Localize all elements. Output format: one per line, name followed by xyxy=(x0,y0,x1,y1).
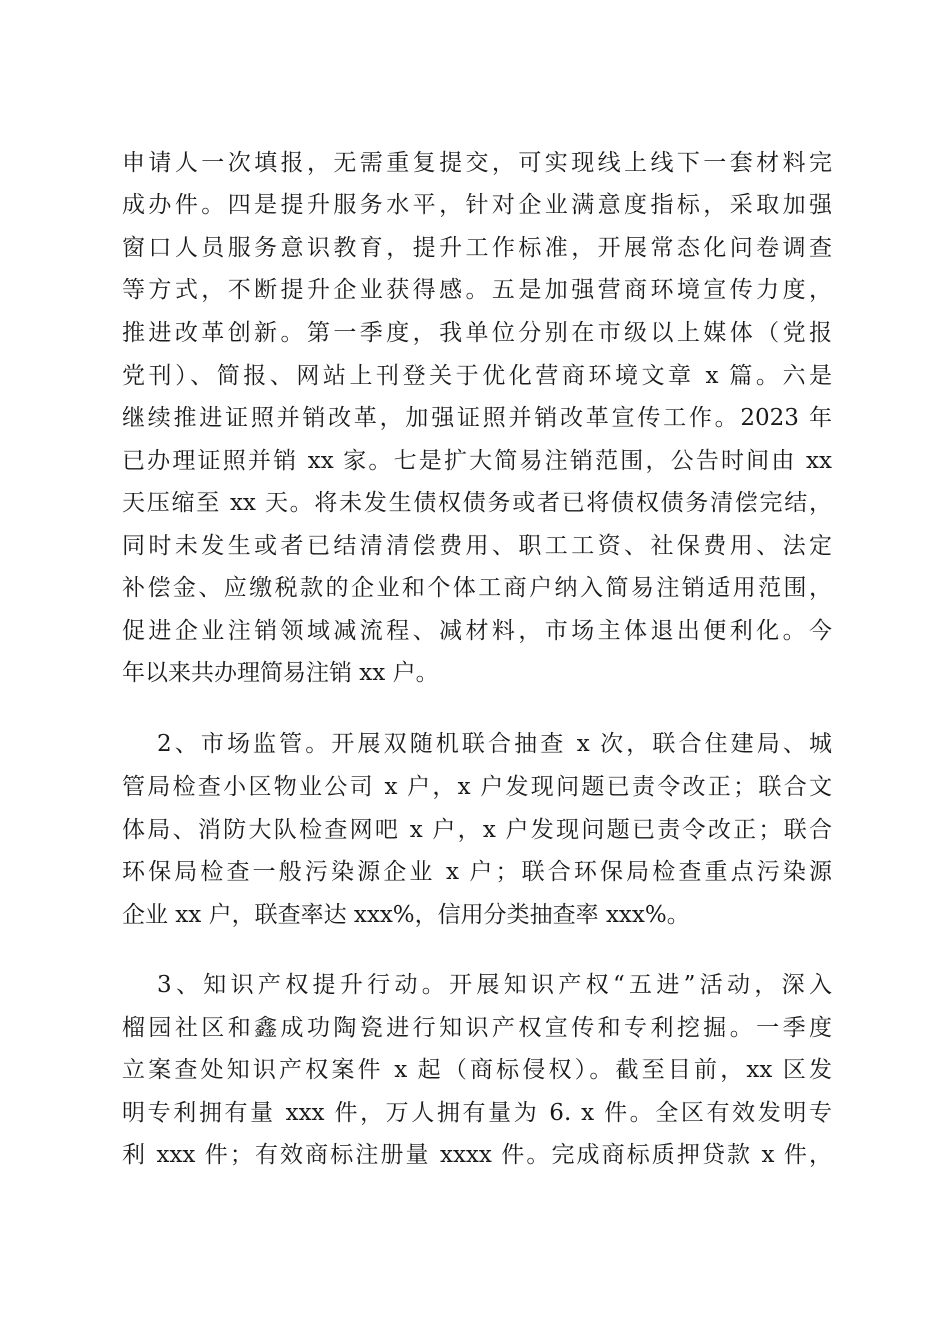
text-line: 明专利拥有量 xxx 件，万人拥有量为 6. x 件。全区有效发明专 xyxy=(122,1100,832,1126)
text-line: 天压缩至 xx 天。将未发生债权债务或者已将债权债务清偿完结， xyxy=(122,490,832,516)
text-line: 推进改革创新。第一季度，我单位分别在市级以上媒体（党报 xyxy=(122,320,832,346)
text-line: 成办件。四是提升服务水平，针对企业满意度指标，采取加强 xyxy=(122,192,832,218)
text-line: 补偿金、应缴税款的企业和个体工商户纳入简易注销适用范围， xyxy=(122,575,832,601)
text-line: 党刊）、简报、网站上刊登关于优化营商环境文章 x 篇。六是 xyxy=(122,363,832,389)
text-line: 利 xxx 件；有效商标注册量 xxxx 件。完成商标质押贷款 x 件， xyxy=(122,1142,832,1168)
text-line: 同时未发生或者已结清清偿费用、职工工资、社保费用、法定 xyxy=(122,533,832,559)
text-line: 促进企业注销领域减流程、减材料，市场主体退出便利化。今 xyxy=(122,618,832,644)
text-line: 窗口人员服务意识教育，提升工作标准，开展常态化问卷调查 xyxy=(122,235,832,261)
text-line: 继续推进证照并销改革，加强证照并销改革宣传工作。2023 年 xyxy=(122,405,832,431)
text-line: 管局检查小区物业公司 x 户，x 户发现问题已责令改正；联合文 xyxy=(122,774,832,800)
text-line: 企业 xx 户，联查率达 xxx%，信用分类抽查率 xxx%。 xyxy=(122,902,690,928)
text-line: 等方式，不断提升企业获得感。五是加强营商环境宣传力度， xyxy=(122,277,832,303)
text-line: 环保局检查一般污染源企业 x 户；联合环保局检查重点污染源 xyxy=(122,859,832,885)
text-line: 立案查处知识产权案件 x 起（商标侵权）。截至目前，xx 区发 xyxy=(122,1057,832,1083)
text-line: 年以来共办理简易注销 xx 户。 xyxy=(122,660,439,686)
text-line: 榴园社区和鑫成功陶瓷进行知识产权宣传和专利挖掘。一季度 xyxy=(122,1015,832,1041)
text-line: 体局、消防大队检查网吧 x 户，x 户发现问题已责令改正；联合 xyxy=(122,817,832,843)
text-line: 申请人一次填报，无需重复提交，可实现线上线下一套材料完 xyxy=(122,150,832,176)
text-line: 已办理证照并销 xx 家。七是扩大简易注销范围，公告时间由 xx xyxy=(122,448,832,474)
text-line: 3、知识产权提升行动。开展知识产权“五进”活动，深入 xyxy=(157,972,832,998)
text-line: 2、市场监管。开展双随机联合抽查 x 次，联合住建局、城 xyxy=(157,731,832,757)
